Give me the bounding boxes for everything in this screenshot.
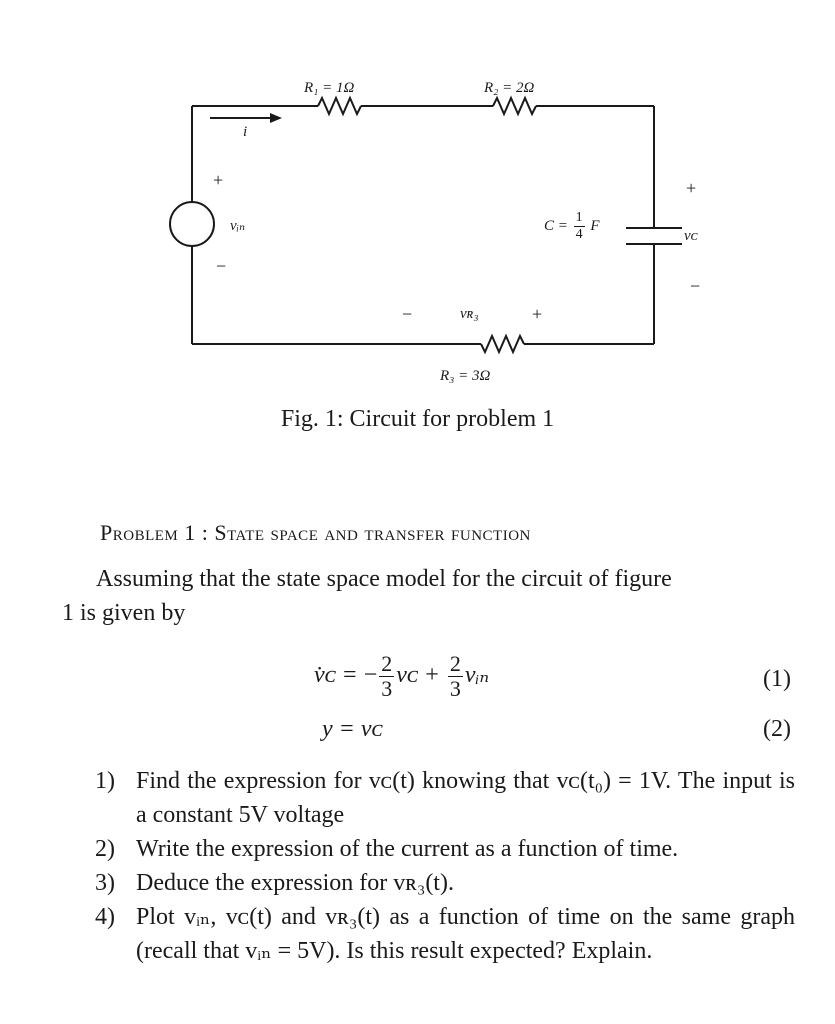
question-list (95, 764, 795, 968)
vr3-minus-sign: − (402, 304, 413, 324)
vin-minus-sign: − (216, 256, 227, 276)
problem-title: Problem 1 : State space and transfer function (100, 520, 531, 545)
r3-label: R₃ = 3Ω (440, 368, 491, 384)
equation-1-fraction-2 (448, 652, 463, 701)
capacitor-fraction-den: 4 (575, 227, 583, 242)
capacitor-label-prefix: C = (544, 217, 568, 234)
vin-label: vᵢₙ (230, 218, 246, 234)
equation-2-number: (2) (763, 716, 791, 742)
equation-2 (0, 716, 835, 750)
equation-2-body: y = vᴄ (322, 716, 383, 742)
question-4-number: 4) (95, 904, 115, 930)
equation-1-term-2: vᵢₙ (464, 662, 490, 689)
voltage-source (170, 202, 214, 246)
vr3-label: vʀ₃ (460, 306, 479, 322)
equation-1-lhs: v̇ᴄ = (314, 662, 358, 689)
capacitor-label (544, 210, 600, 243)
r2-label: R₂ = 2Ω (484, 80, 535, 96)
equation-1-fraction-1 (379, 652, 394, 701)
intro-line-2: 1 is given by (62, 600, 186, 626)
equation-1-body (314, 652, 489, 701)
question-1-number: 1) (95, 768, 115, 794)
question-3 (95, 866, 795, 900)
capacitor-fraction-num: 1 (575, 210, 583, 225)
vin-plus-sign: + (213, 170, 224, 190)
current-label: i (243, 124, 248, 140)
fraction-2-den: 3 (449, 676, 461, 701)
question-1 (95, 764, 795, 832)
capacitor-unit: F (590, 217, 600, 234)
question-2 (95, 832, 795, 866)
equation-1-term-1: vᴄ + (396, 662, 440, 689)
question-2-text: Write the expression of the current as a function of time. (136, 836, 679, 862)
current-arrowhead (270, 113, 282, 123)
vc-plus-sign: + (686, 178, 697, 198)
capacitor-fraction (574, 210, 585, 243)
fraction-1-den: 3 (381, 676, 393, 701)
resistor-r3 (481, 336, 524, 352)
question-4-text: Plot vᵢₙ, vᴄ(t) and vʀ₃(t) as a function of time on the same graph (recall that vᵢₙ = 5V). Is this result expected? Explain. (136, 904, 795, 964)
question-2-number: 2) (95, 836, 115, 862)
question-4 (95, 900, 795, 968)
problem-intro (62, 562, 792, 630)
question-1-text: Find the expression for vᴄ(t) knowing that vᴄ(t₀) = 1V. The input is a constant 5V voltage (136, 768, 795, 828)
figure-caption: Fig. 1: Circuit for problem 1 (280, 406, 555, 432)
vc-label: vᴄ (684, 228, 698, 244)
vr3-plus-sign: + (532, 304, 543, 324)
question-3-number: 3) (95, 870, 115, 896)
equation-1-sign: − (363, 662, 378, 689)
intro-line-1: Assuming that the state space model for the circuit of figure (96, 566, 672, 592)
fraction-2-num: 2 (449, 651, 461, 676)
resistor-r1 (318, 98, 361, 114)
fraction-1-num: 2 (381, 651, 393, 676)
equation-1 (0, 652, 835, 706)
equation-1-number: (1) (763, 666, 791, 692)
circuit-diagram (0, 0, 835, 400)
r1-label: R₁ = 1Ω (304, 80, 355, 96)
question-3-text: Deduce the expression for vʀ₃(t). (136, 870, 454, 896)
resistor-r2 (493, 98, 536, 114)
vc-minus-sign: − (690, 276, 701, 296)
